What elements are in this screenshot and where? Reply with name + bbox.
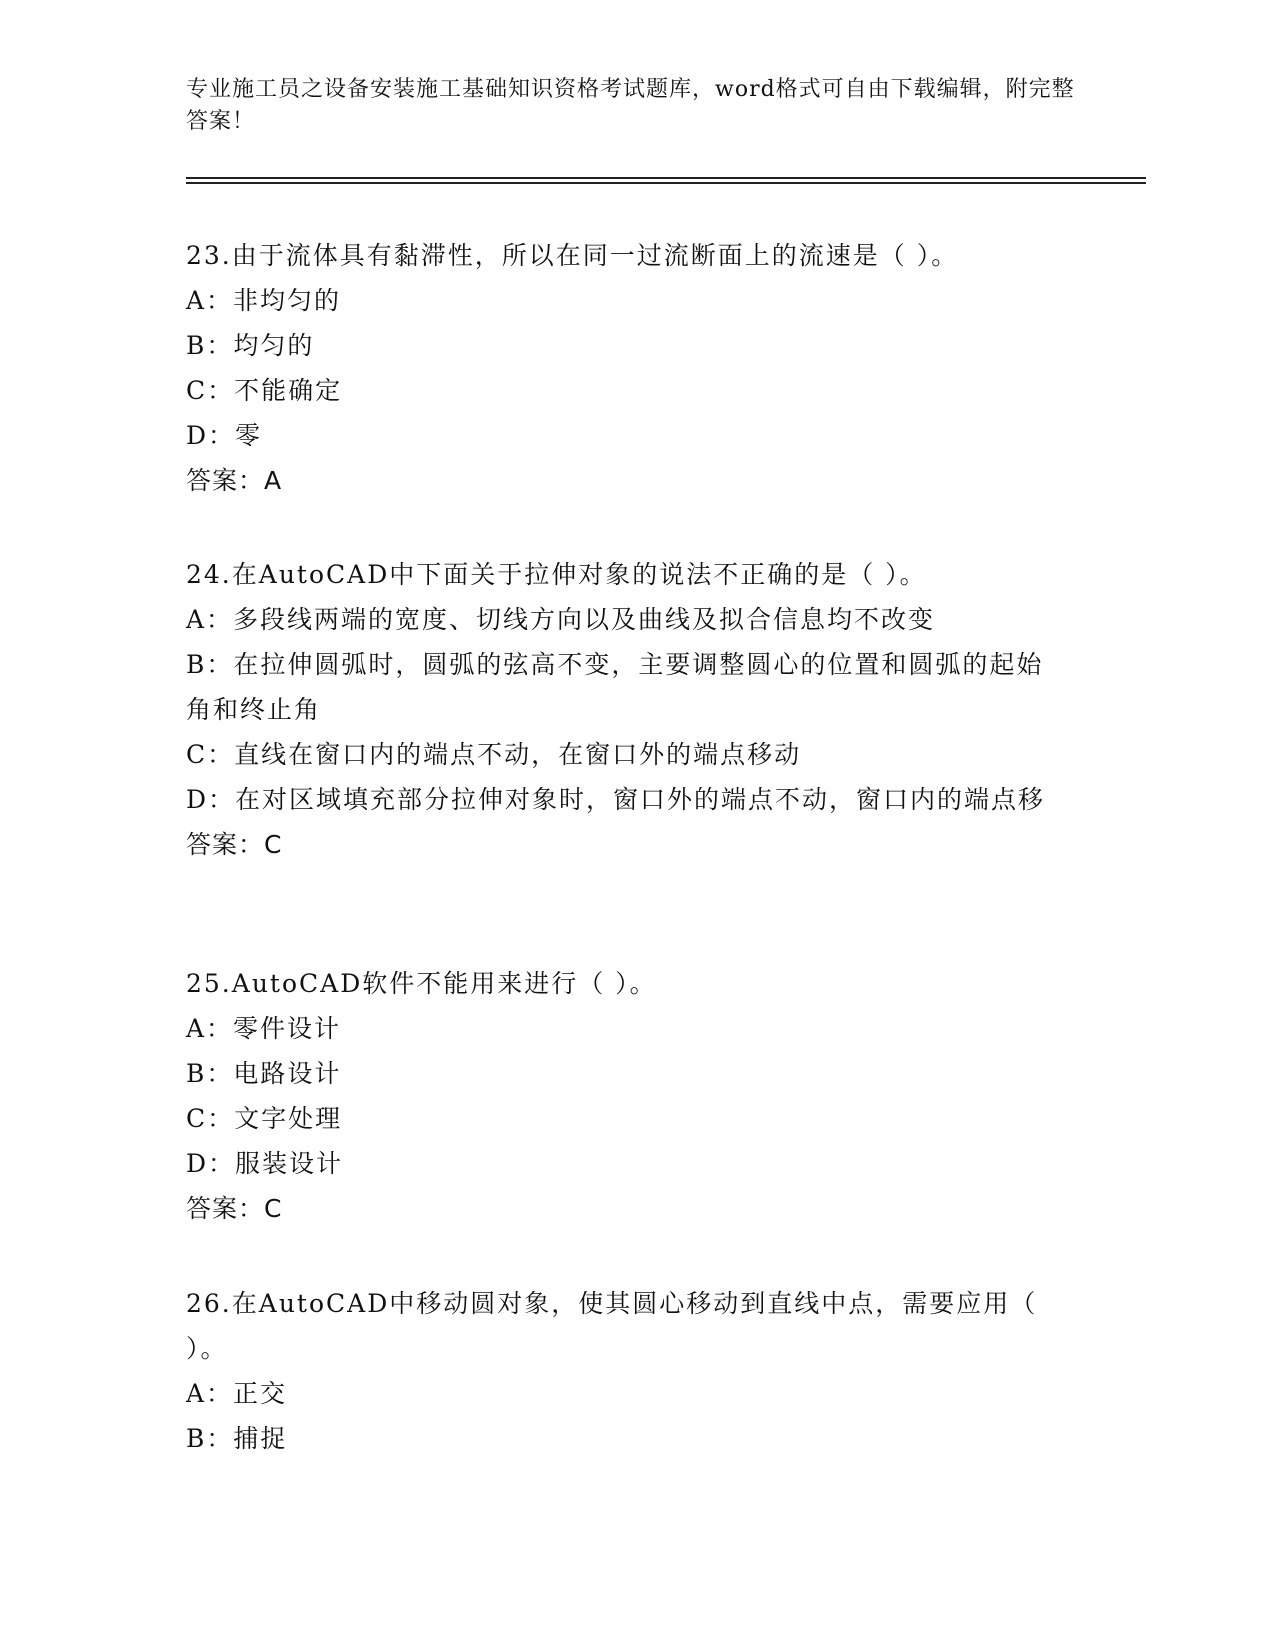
option-a: A：多段线两端的宽度、切线方向以及曲线及拟合信息均不改变 <box>186 605 936 634</box>
option-d: D：零 <box>186 421 263 450</box>
answer-text: 答案：C <box>186 830 283 859</box>
option-b: B：均匀的 <box>186 331 315 360</box>
document-header: 专业施工员之设备安装施工基础知识资格考试题库，word格式可自由下载编辑，附完整答案！ <box>186 77 1075 134</box>
option-b: B：电路设计 <box>186 1059 342 1088</box>
answer-text: 答案：C <box>186 1194 283 1223</box>
question-23 <box>186 233 1066 503</box>
question-stem: 26.在AutoCAD中移动圆对象，使其圆心移动到直线中点，需要应用（ ）。 <box>186 1289 1038 1363</box>
answer-text: 答案：A <box>186 466 283 495</box>
question-stem: 25.AutoCAD软件不能用来进行（ ）。 <box>186 969 657 998</box>
option-c: C：直线在窗口内的端点不动，在窗口外的端点移动 <box>186 740 802 769</box>
header-divider-bottom <box>186 182 1146 184</box>
question-24 <box>186 552 1066 867</box>
header-divider-top <box>186 177 1146 179</box>
question-stem: 23.由于流体具有黏滞性，所以在同一过流断面上的流速是（ ）。 <box>186 241 959 270</box>
option-c: C：文字处理 <box>186 1104 343 1133</box>
option-d: D：服装设计 <box>186 1149 344 1178</box>
option-d: D：在对区域填充部分拉伸对象时，窗口外的端点不动，窗口内的端点移 <box>186 785 1046 814</box>
question-26 <box>186 1281 1066 1461</box>
option-b: B：捕捉 <box>186 1424 288 1453</box>
option-a: A：正交 <box>186 1379 288 1408</box>
option-a: A：非均匀的 <box>186 286 342 315</box>
option-c: C：不能确定 <box>186 376 343 405</box>
question-stem: 24.在AutoCAD中下面关于拉伸对象的说法不正确的是（ ）。 <box>186 560 927 589</box>
question-25 <box>186 961 1066 1231</box>
option-a: A：零件设计 <box>186 1014 342 1043</box>
option-b: B：在拉伸圆弧时，圆弧的弦高不变，主要调整圆心的位置和圆弧的起始角和终止角 <box>186 650 1044 724</box>
